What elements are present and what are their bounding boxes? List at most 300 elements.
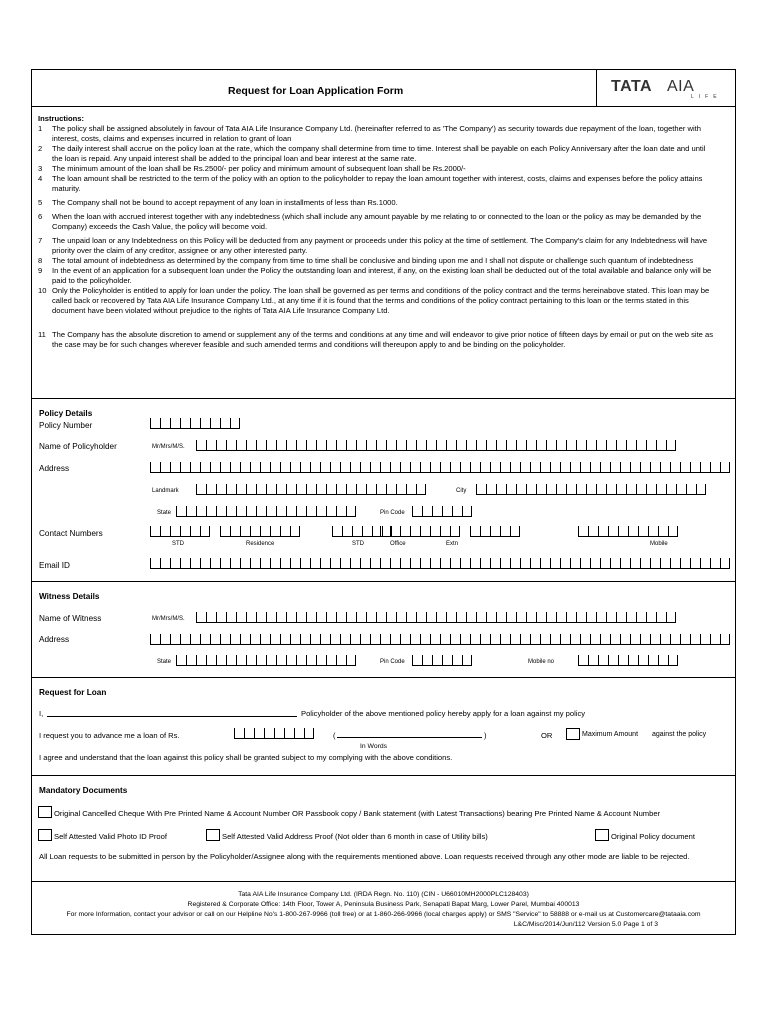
char-cell[interactable] (630, 634, 640, 645)
char-cell[interactable] (190, 418, 200, 429)
char-cell[interactable] (450, 634, 460, 645)
char-cell[interactable] (280, 634, 290, 645)
char-cell[interactable] (356, 612, 366, 623)
char-cell[interactable] (516, 440, 526, 451)
char-cell[interactable] (330, 634, 340, 645)
char-cell[interactable] (326, 612, 336, 623)
char-cell[interactable] (296, 612, 306, 623)
char-cell[interactable] (618, 655, 628, 666)
char-cell[interactable] (366, 612, 376, 623)
char-cell[interactable] (310, 558, 320, 569)
char-cell[interactable] (320, 558, 330, 569)
char-cell[interactable] (280, 558, 290, 569)
char-cell[interactable] (452, 655, 462, 666)
char-cell[interactable] (230, 418, 240, 429)
char-cell[interactable] (260, 558, 270, 569)
char-cell[interactable] (264, 728, 274, 739)
char-cell[interactable] (430, 634, 440, 645)
char-cell[interactable] (376, 440, 386, 451)
char-cell[interactable] (430, 558, 440, 569)
char-cell[interactable] (206, 612, 216, 623)
char-cell[interactable] (636, 440, 646, 451)
char-cell[interactable] (244, 728, 254, 739)
char-cell[interactable] (462, 655, 472, 666)
char-cell[interactable] (346, 484, 356, 495)
char-cell[interactable] (500, 526, 510, 537)
char-cell[interactable] (666, 612, 676, 623)
char-cell[interactable] (456, 612, 466, 623)
char-cell[interactable] (226, 612, 236, 623)
char-cell[interactable] (380, 526, 390, 537)
char-cell[interactable] (220, 634, 230, 645)
char-cell[interactable] (400, 526, 410, 537)
landmark-boxes[interactable] (196, 484, 426, 496)
char-cell[interactable] (676, 484, 686, 495)
char-cell[interactable] (246, 440, 256, 451)
char-cell[interactable] (462, 506, 472, 517)
char-cell[interactable] (530, 462, 540, 473)
char-cell[interactable] (284, 728, 294, 739)
char-cell[interactable] (450, 558, 460, 569)
char-cell[interactable] (430, 462, 440, 473)
char-cell[interactable] (276, 484, 286, 495)
char-cell[interactable] (690, 634, 700, 645)
char-cell[interactable] (340, 634, 350, 645)
char-cell[interactable] (500, 558, 510, 569)
char-cell[interactable] (386, 440, 396, 451)
witness-mobile-boxes[interactable] (578, 655, 678, 667)
char-cell[interactable] (230, 526, 240, 537)
char-cell[interactable] (656, 440, 666, 451)
char-cell[interactable] (628, 655, 638, 666)
char-cell[interactable] (422, 655, 432, 666)
char-cell[interactable] (526, 612, 536, 623)
char-cell[interactable] (220, 526, 230, 537)
char-cell[interactable] (386, 484, 396, 495)
char-cell[interactable] (286, 612, 296, 623)
char-cell[interactable] (648, 655, 658, 666)
char-cell[interactable] (170, 462, 180, 473)
char-cell[interactable] (720, 558, 730, 569)
char-cell[interactable] (300, 634, 310, 645)
char-cell[interactable] (190, 462, 200, 473)
char-cell[interactable] (150, 418, 160, 429)
char-cell[interactable] (710, 558, 720, 569)
char-cell[interactable] (160, 462, 170, 473)
char-cell[interactable] (412, 506, 422, 517)
char-cell[interactable] (440, 462, 450, 473)
char-cell[interactable] (546, 440, 556, 451)
char-cell[interactable] (190, 558, 200, 569)
char-cell[interactable] (410, 634, 420, 645)
char-cell[interactable] (200, 462, 210, 473)
char-cell[interactable] (396, 440, 406, 451)
char-cell[interactable] (566, 612, 576, 623)
state-boxes[interactable] (176, 506, 356, 518)
char-cell[interactable] (516, 484, 526, 495)
char-cell[interactable] (620, 558, 630, 569)
amount-in-words-line[interactable] (337, 737, 482, 738)
char-cell[interactable] (246, 484, 256, 495)
char-cell[interactable] (590, 634, 600, 645)
char-cell[interactable] (316, 484, 326, 495)
char-cell[interactable] (536, 612, 546, 623)
char-cell[interactable] (200, 418, 210, 429)
char-cell[interactable] (266, 506, 276, 517)
char-cell[interactable] (234, 728, 244, 739)
char-cell[interactable] (236, 506, 246, 517)
char-cell[interactable] (626, 484, 636, 495)
char-cell[interactable] (266, 440, 276, 451)
char-cell[interactable] (668, 526, 678, 537)
char-cell[interactable] (200, 558, 210, 569)
char-cell[interactable] (580, 634, 590, 645)
char-cell[interactable] (460, 634, 470, 645)
char-cell[interactable] (616, 440, 626, 451)
char-cell[interactable] (656, 484, 666, 495)
char-cell[interactable] (536, 484, 546, 495)
char-cell[interactable] (316, 506, 326, 517)
char-cell[interactable] (370, 634, 380, 645)
witness-state-boxes[interactable] (176, 655, 356, 667)
char-cell[interactable] (520, 634, 530, 645)
char-cell[interactable] (550, 634, 560, 645)
char-cell[interactable] (256, 440, 266, 451)
char-cell[interactable] (476, 612, 486, 623)
char-cell[interactable] (206, 484, 216, 495)
char-cell[interactable] (296, 440, 306, 451)
char-cell[interactable] (576, 612, 586, 623)
char-cell[interactable] (540, 558, 550, 569)
char-cell[interactable] (420, 526, 430, 537)
char-cell[interactable] (170, 634, 180, 645)
char-cell[interactable] (556, 612, 566, 623)
char-cell[interactable] (648, 526, 658, 537)
char-cell[interactable] (170, 526, 180, 537)
char-cell[interactable] (296, 484, 306, 495)
char-cell[interactable] (290, 558, 300, 569)
char-cell[interactable] (440, 526, 450, 537)
char-cell[interactable] (556, 440, 566, 451)
char-cell[interactable] (430, 526, 440, 537)
char-cell[interactable] (310, 462, 320, 473)
char-cell[interactable] (236, 655, 246, 666)
char-cell[interactable] (332, 526, 342, 537)
char-cell[interactable] (220, 558, 230, 569)
char-cell[interactable] (396, 484, 406, 495)
char-cell[interactable] (578, 655, 588, 666)
char-cell[interactable] (560, 634, 570, 645)
char-cell[interactable] (596, 612, 606, 623)
char-cell[interactable] (638, 526, 648, 537)
char-cell[interactable] (480, 462, 490, 473)
char-cell[interactable] (606, 612, 616, 623)
residence-boxes[interactable] (220, 526, 300, 538)
char-cell[interactable] (150, 634, 160, 645)
char-cell[interactable] (496, 612, 506, 623)
char-cell[interactable] (416, 440, 426, 451)
char-cell[interactable] (616, 612, 626, 623)
char-cell[interactable] (336, 440, 346, 451)
char-cell[interactable] (170, 558, 180, 569)
char-cell[interactable] (666, 484, 676, 495)
policyholder-name-boxes[interactable] (196, 440, 676, 452)
char-cell[interactable] (490, 558, 500, 569)
char-cell[interactable] (240, 462, 250, 473)
char-cell[interactable] (616, 484, 626, 495)
char-cell[interactable] (700, 634, 710, 645)
char-cell[interactable] (406, 484, 416, 495)
char-cell[interactable] (530, 558, 540, 569)
char-cell[interactable] (640, 462, 650, 473)
char-cell[interactable] (266, 612, 276, 623)
char-cell[interactable] (550, 558, 560, 569)
char-cell[interactable] (296, 506, 306, 517)
char-cell[interactable] (586, 440, 596, 451)
char-cell[interactable] (216, 655, 226, 666)
char-cell[interactable] (626, 612, 636, 623)
address-proof-checkbox[interactable] (206, 829, 220, 841)
char-cell[interactable] (230, 558, 240, 569)
char-cell[interactable] (306, 506, 316, 517)
char-cell[interactable] (460, 558, 470, 569)
char-cell[interactable] (246, 655, 256, 666)
char-cell[interactable] (476, 440, 486, 451)
char-cell[interactable] (320, 462, 330, 473)
char-cell[interactable] (470, 462, 480, 473)
char-cell[interactable] (356, 484, 366, 495)
char-cell[interactable] (580, 462, 590, 473)
char-cell[interactable] (596, 440, 606, 451)
char-cell[interactable] (606, 484, 616, 495)
char-cell[interactable] (598, 526, 608, 537)
char-cell[interactable] (226, 506, 236, 517)
char-cell[interactable] (240, 558, 250, 569)
char-cell[interactable] (486, 484, 496, 495)
original-policy-checkbox[interactable] (595, 829, 609, 841)
char-cell[interactable] (470, 526, 480, 537)
char-cell[interactable] (446, 612, 456, 623)
char-cell[interactable] (342, 526, 352, 537)
char-cell[interactable] (560, 558, 570, 569)
char-cell[interactable] (390, 634, 400, 645)
char-cell[interactable] (290, 526, 300, 537)
char-cell[interactable] (420, 634, 430, 645)
char-cell[interactable] (490, 634, 500, 645)
char-cell[interactable] (350, 558, 360, 569)
std-boxes[interactable] (150, 526, 210, 538)
city-boxes[interactable] (476, 484, 706, 496)
char-cell[interactable] (226, 484, 236, 495)
char-cell[interactable] (500, 462, 510, 473)
char-cell[interactable] (626, 440, 636, 451)
witness-address-boxes[interactable] (150, 634, 730, 646)
char-cell[interactable] (608, 655, 618, 666)
char-cell[interactable] (650, 462, 660, 473)
char-cell[interactable] (526, 440, 536, 451)
char-cell[interactable] (352, 526, 362, 537)
char-cell[interactable] (356, 440, 366, 451)
char-cell[interactable] (668, 655, 678, 666)
char-cell[interactable] (390, 558, 400, 569)
char-cell[interactable] (306, 484, 316, 495)
char-cell[interactable] (196, 506, 206, 517)
char-cell[interactable] (570, 462, 580, 473)
char-cell[interactable] (598, 655, 608, 666)
char-cell[interactable] (150, 526, 160, 537)
char-cell[interactable] (450, 462, 460, 473)
char-cell[interactable] (436, 612, 446, 623)
char-cell[interactable] (506, 484, 516, 495)
char-cell[interactable] (720, 634, 730, 645)
char-cell[interactable] (496, 484, 506, 495)
char-cell[interactable] (350, 462, 360, 473)
char-cell[interactable] (240, 634, 250, 645)
char-cell[interactable] (190, 634, 200, 645)
char-cell[interactable] (630, 558, 640, 569)
char-cell[interactable] (680, 558, 690, 569)
char-cell[interactable] (610, 558, 620, 569)
char-cell[interactable] (490, 526, 500, 537)
char-cell[interactable] (206, 440, 216, 451)
char-cell[interactable] (370, 558, 380, 569)
char-cell[interactable] (426, 440, 436, 451)
char-cell[interactable] (400, 558, 410, 569)
char-cell[interactable] (300, 462, 310, 473)
char-cell[interactable] (406, 440, 416, 451)
char-cell[interactable] (486, 440, 496, 451)
char-cell[interactable] (510, 558, 520, 569)
office-boxes[interactable] (380, 526, 460, 538)
char-cell[interactable] (506, 612, 516, 623)
char-cell[interactable] (590, 558, 600, 569)
char-cell[interactable] (276, 612, 286, 623)
char-cell[interactable] (336, 612, 346, 623)
address-line1-boxes[interactable] (150, 462, 730, 474)
char-cell[interactable] (470, 634, 480, 645)
char-cell[interactable] (480, 526, 490, 537)
char-cell[interactable] (660, 462, 670, 473)
char-cell[interactable] (180, 558, 190, 569)
char-cell[interactable] (260, 526, 270, 537)
char-cell[interactable] (316, 655, 326, 666)
char-cell[interactable] (540, 462, 550, 473)
char-cell[interactable] (620, 634, 630, 645)
char-cell[interactable] (376, 484, 386, 495)
char-cell[interactable] (316, 612, 326, 623)
char-cell[interactable] (346, 612, 356, 623)
char-cell[interactable] (266, 484, 276, 495)
char-cell[interactable] (216, 612, 226, 623)
char-cell[interactable] (710, 462, 720, 473)
char-cell[interactable] (506, 440, 516, 451)
char-cell[interactable] (480, 634, 490, 645)
char-cell[interactable] (442, 655, 452, 666)
char-cell[interactable] (246, 506, 256, 517)
char-cell[interactable] (530, 634, 540, 645)
char-cell[interactable] (500, 634, 510, 645)
char-cell[interactable] (226, 655, 236, 666)
char-cell[interactable] (520, 462, 530, 473)
char-cell[interactable] (510, 634, 520, 645)
char-cell[interactable] (610, 634, 620, 645)
char-cell[interactable] (290, 462, 300, 473)
char-cell[interactable] (190, 526, 200, 537)
char-cell[interactable] (350, 634, 360, 645)
char-cell[interactable] (466, 440, 476, 451)
char-cell[interactable] (330, 558, 340, 569)
char-cell[interactable] (476, 484, 486, 495)
char-cell[interactable] (310, 634, 320, 645)
char-cell[interactable] (260, 462, 270, 473)
char-cell[interactable] (196, 612, 206, 623)
char-cell[interactable] (276, 506, 286, 517)
char-cell[interactable] (540, 634, 550, 645)
char-cell[interactable] (186, 655, 196, 666)
char-cell[interactable] (390, 526, 400, 537)
char-cell[interactable] (226, 440, 236, 451)
char-cell[interactable] (270, 526, 280, 537)
char-cell[interactable] (556, 484, 566, 495)
char-cell[interactable] (636, 484, 646, 495)
char-cell[interactable] (680, 462, 690, 473)
loan-amount-boxes[interactable] (234, 728, 314, 740)
char-cell[interactable] (360, 558, 370, 569)
pin-code-boxes[interactable] (412, 506, 472, 518)
char-cell[interactable] (340, 462, 350, 473)
char-cell[interactable] (270, 462, 280, 473)
char-cell[interactable] (276, 440, 286, 451)
char-cell[interactable] (720, 462, 730, 473)
char-cell[interactable] (588, 526, 598, 537)
char-cell[interactable] (700, 558, 710, 569)
char-cell[interactable] (216, 484, 226, 495)
char-cell[interactable] (220, 462, 230, 473)
char-cell[interactable] (670, 558, 680, 569)
char-cell[interactable] (596, 484, 606, 495)
char-cell[interactable] (160, 526, 170, 537)
char-cell[interactable] (160, 634, 170, 645)
char-cell[interactable] (306, 440, 316, 451)
char-cell[interactable] (560, 462, 570, 473)
char-cell[interactable] (646, 612, 656, 623)
char-cell[interactable] (160, 558, 170, 569)
char-cell[interactable] (410, 462, 420, 473)
char-cell[interactable] (370, 462, 380, 473)
char-cell[interactable] (610, 462, 620, 473)
char-cell[interactable] (200, 634, 210, 645)
char-cell[interactable] (270, 634, 280, 645)
char-cell[interactable] (176, 506, 186, 517)
char-cell[interactable] (646, 440, 656, 451)
char-cell[interactable] (230, 462, 240, 473)
char-cell[interactable] (400, 462, 410, 473)
char-cell[interactable] (256, 655, 266, 666)
char-cell[interactable] (566, 440, 576, 451)
char-cell[interactable] (170, 418, 180, 429)
char-cell[interactable] (432, 655, 442, 666)
char-cell[interactable] (586, 484, 596, 495)
char-cell[interactable] (176, 655, 186, 666)
char-cell[interactable] (658, 526, 668, 537)
char-cell[interactable] (446, 440, 456, 451)
char-cell[interactable] (326, 484, 336, 495)
char-cell[interactable] (280, 462, 290, 473)
char-cell[interactable] (236, 440, 246, 451)
char-cell[interactable] (656, 612, 666, 623)
witness-pin-boxes[interactable] (412, 655, 472, 667)
char-cell[interactable] (600, 462, 610, 473)
